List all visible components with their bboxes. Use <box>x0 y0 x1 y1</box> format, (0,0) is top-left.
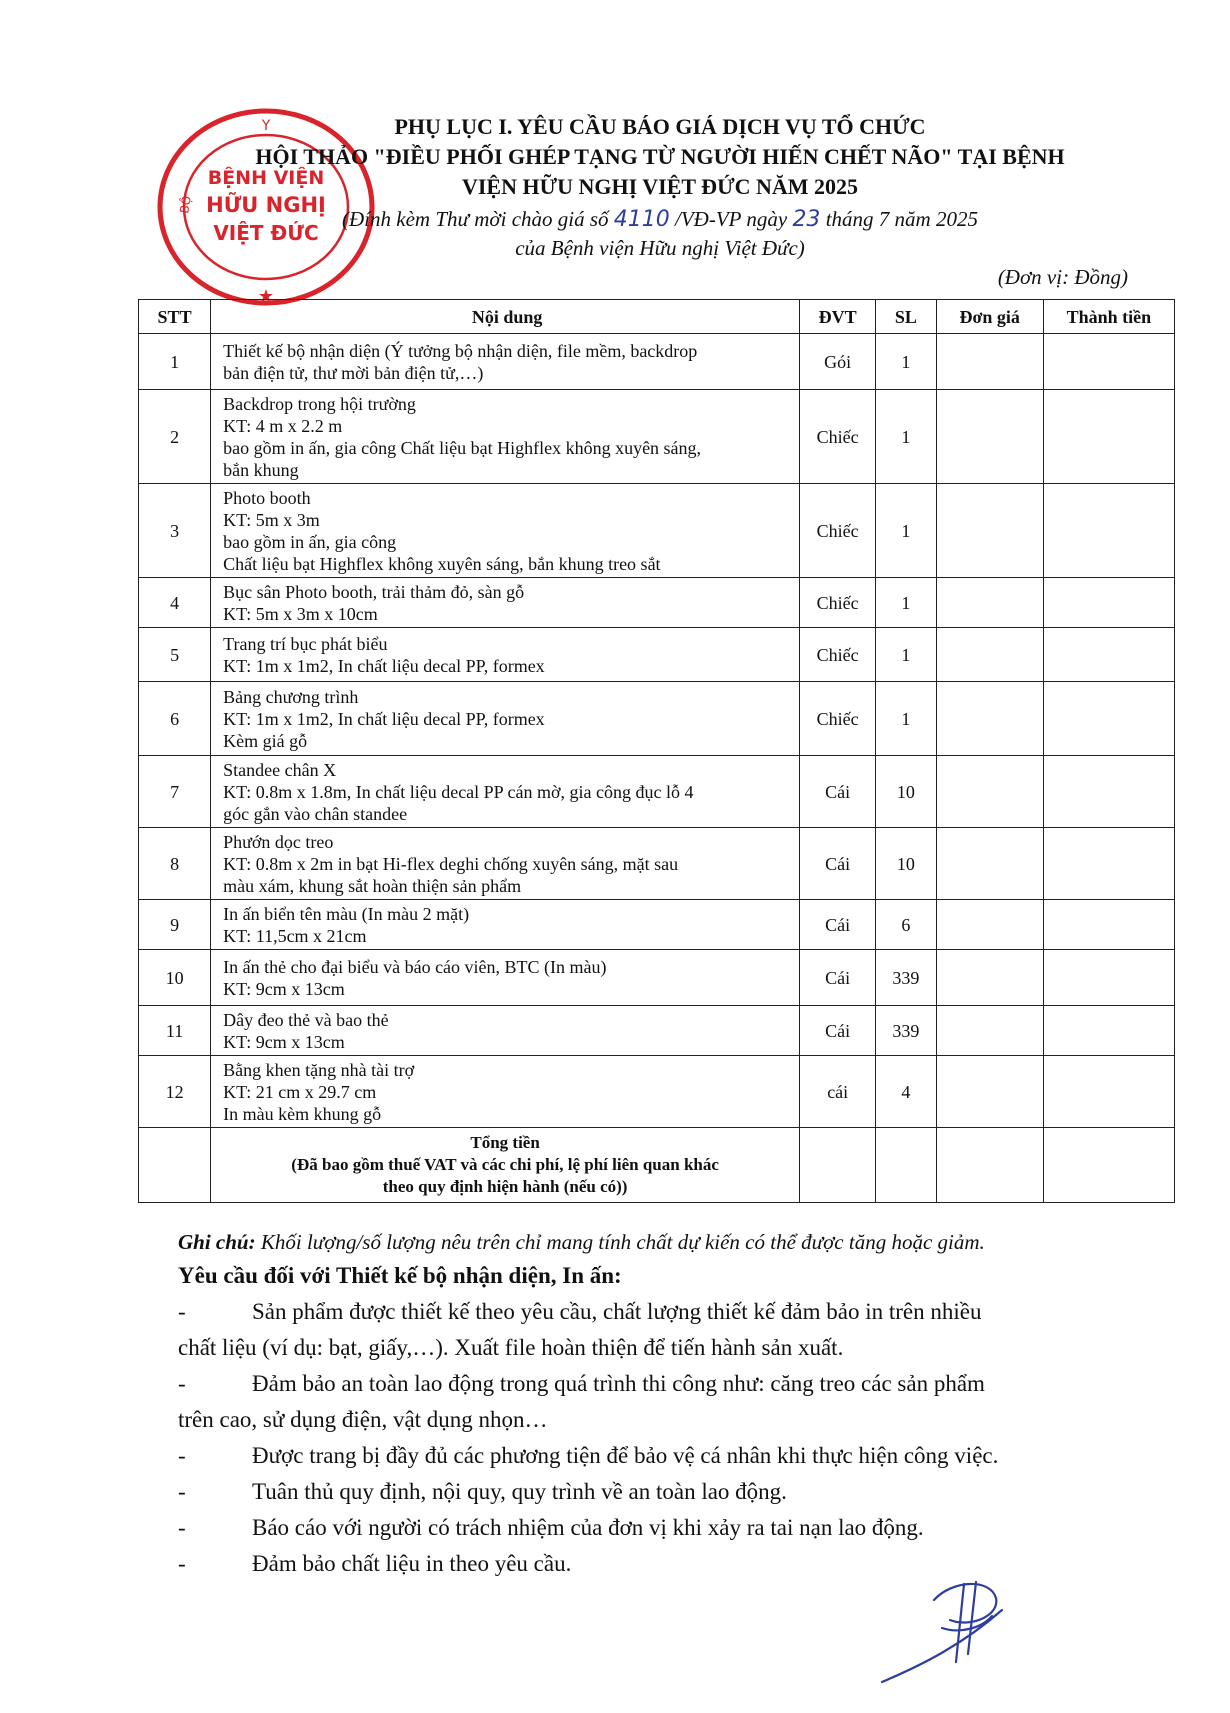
cell-unit: Cái <box>800 900 876 950</box>
table-row <box>139 1056 1175 1128</box>
content-line: Phướn dọc treo <box>223 832 334 852</box>
content-line: KT: 1m x 1m2, In chất liệu decal PP, formex <box>223 709 545 729</box>
cell-unit: Chiếc <box>800 628 876 682</box>
cell-unit: Chiếc <box>800 390 876 484</box>
content-line: In ấn biển tên màu (In màu 2 mặt) <box>223 904 470 924</box>
cell-stt: 8 <box>139 828 211 900</box>
stamp-line-2: HỮU NGHỊ <box>206 193 326 217</box>
subtitle-line-2: của Bệnh viện Hữu nghị Việt Đức) <box>515 236 805 260</box>
cell-unit-price <box>936 950 1043 1006</box>
cell-amount <box>1043 334 1174 390</box>
cell-stt: 5 <box>139 628 211 682</box>
content-line: Bảng chương trình <box>223 687 359 707</box>
content-line: Backdrop trong hội trường <box>223 394 416 414</box>
cell-quantity: 6 <box>876 900 936 950</box>
cell-stt: 7 <box>139 756 211 828</box>
cell-stt: 6 <box>139 682 211 756</box>
content-line: KT: 5m x 3m x 10cm <box>223 604 378 624</box>
cell-quantity: 1 <box>876 578 936 628</box>
col-header-content: Nội dung <box>211 300 800 334</box>
total-label-line: theo quy định hiện hành (nếu có)) <box>382 1177 628 1196</box>
content-line: bản điện tử, thư mời bản điện tử,…) <box>223 363 484 383</box>
cell-quantity: 1 <box>876 484 936 578</box>
cell-unit: Cái <box>800 828 876 900</box>
cell-content <box>211 1056 800 1128</box>
requirements-heading: Yêu cầu đối với Thiết kế bộ nhận diện, In ấn: <box>178 1263 622 1288</box>
cell-amount <box>1043 682 1174 756</box>
cell-amount <box>1043 628 1174 682</box>
requirement-item-1: - Sản phẩm được thiết kế theo yêu cầu, chất lượng thiết kế đảm bảo in trên nhiều chất liệu (ví dụ: bạt, giấy,…). Xuất file hoàn thiện để tiến hành sản xuất. <box>178 1299 982 1360</box>
doc-number-handwritten: 4110 <box>613 207 670 232</box>
cell-unit-price <box>936 756 1043 828</box>
cell-stt: 11 <box>139 1006 211 1056</box>
handwritten-signature <box>872 1570 1032 1690</box>
requirement-item-3: - Được trang bị đầy đủ các phương tiện để bảo vệ cá nhân khi thực hiện công việc. <box>178 1443 999 1468</box>
content-line: màu xám, khung sắt hoàn thiện sản phẩm <box>223 876 522 896</box>
content-line: In màu kèm khung gỗ <box>223 1104 382 1124</box>
table-header-row <box>139 300 1175 334</box>
cell-unit-price <box>936 484 1043 578</box>
requirement-item-2: - Đảm bảo an toàn lao động trong quá trình thi công như: căng treo các sản phẩm trên cao, sử dụng điện, vật dụng nhọn… <box>178 1371 985 1432</box>
cell-quantity: 4 <box>876 1056 936 1128</box>
content-line: Standee chân X <box>223 760 337 780</box>
cell-amount <box>1043 756 1174 828</box>
title-line-1: PHỤ LỤC I. YÊU CẦU BÁO GIÁ DỊCH VỤ TỔ CHỨC <box>394 114 926 139</box>
table-row <box>139 900 1175 950</box>
cell-unit-price <box>936 828 1043 900</box>
table-row <box>139 1006 1175 1056</box>
col-header-unit-price: Đơn giá <box>936 300 1043 334</box>
requirement-item-4: - Tuân thủ quy định, nội quy, quy trình về an toàn lao động. <box>178 1479 787 1504</box>
svg-text:★: ★ <box>257 286 275 307</box>
cell-content <box>211 950 800 1006</box>
cell-amount <box>1043 828 1174 900</box>
content-line: In ấn thẻ cho đại biểu và báo cáo viên, BTC (In màu) <box>223 957 607 977</box>
cell-stt: 4 <box>139 578 211 628</box>
cell-content <box>211 578 800 628</box>
total-row <box>139 1128 1175 1203</box>
content-line: Trang trí bục phát biểu <box>223 634 388 654</box>
cell-content <box>211 334 800 390</box>
cell-quantity: 10 <box>876 756 936 828</box>
total-label-line: Tổng tiền <box>470 1133 540 1152</box>
cell-content <box>211 828 800 900</box>
cell-amount <box>1043 390 1174 484</box>
cell-amount <box>1043 1056 1174 1128</box>
cell-stt: 12 <box>139 1056 211 1128</box>
cell-unit-price <box>936 682 1043 756</box>
table-row <box>139 756 1175 828</box>
content-line: KT: 5m x 3m <box>223 510 320 530</box>
stamp-line-1: BỆNH VIỆN <box>207 167 325 189</box>
col-header-quantity: SL <box>876 300 936 334</box>
cell-stt: 2 <box>139 390 211 484</box>
empty-cell <box>936 1128 1043 1203</box>
table-body <box>139 334 1175 1203</box>
cell-quantity: 339 <box>876 950 936 1006</box>
cell-content <box>211 390 800 484</box>
cell-stt: 10 <box>139 950 211 1006</box>
empty-cell <box>876 1128 936 1203</box>
cell-unit-price <box>936 578 1043 628</box>
quote-table <box>138 299 1175 1203</box>
content-line: Dây đeo thẻ và bao thẻ <box>223 1010 389 1030</box>
table-row <box>139 828 1175 900</box>
table-row <box>139 484 1175 578</box>
subtitle-suffix: tháng 7 năm 2025 <box>825 207 978 231</box>
cell-stt: 1 <box>139 334 211 390</box>
content-line: góc gắn vào chân standee <box>223 804 408 824</box>
table-row <box>139 578 1175 628</box>
table-row <box>139 390 1175 484</box>
content-line: bao gồm in ấn, gia công Chất liệu bạt Highflex không xuyên sáng, <box>223 438 702 458</box>
cell-unit-price <box>936 390 1043 484</box>
cell-quantity: 1 <box>876 390 936 484</box>
cell-unit-price <box>936 900 1043 950</box>
content-line: Bằng khen tặng nhà tài trợ <box>223 1060 415 1080</box>
content-line: KT: 0.8m x 1.8m, In chất liệu decal PP cán mờ, gia công đục lỗ 4 <box>223 782 694 802</box>
empty-cell <box>139 1128 211 1203</box>
content-line: KT: 21 cm x 29.7 cm <box>223 1082 377 1102</box>
total-label-line: (Đã bao gồm thuế VAT và các chi phí, lệ phí liên quan khác <box>291 1155 719 1174</box>
content-line: KT: 0.8m x 2m in bạt Hi-flex deghi chống xuyên sáng, mặt sau <box>223 854 679 874</box>
cell-unit: Cái <box>800 950 876 1006</box>
cell-stt: 3 <box>139 484 211 578</box>
content-line: Chất liệu bạt Highflex không xuyên sáng, bắn khung treo sắt <box>223 554 661 574</box>
svg-text:BỘ: BỘ <box>177 194 195 215</box>
col-header-amount: Thành tiền <box>1043 300 1174 334</box>
cell-stt: 9 <box>139 900 211 950</box>
note-text: Khối lượng/số lượng nêu trên chỉ mang tính chất dự kiến có thể được tăng hoặc giảm. <box>260 1230 985 1254</box>
content-line: KT: 11,5cm x 21cm <box>223 926 367 946</box>
subtitle-prefix: (Đính kèm Thư mời chào giá số <box>342 207 609 231</box>
currency-unit: (Đơn vị: Đồng) <box>997 265 1128 289</box>
cell-unit-price <box>936 628 1043 682</box>
content-line: KT: 9cm x 13cm <box>223 1032 345 1052</box>
cell-unit-price <box>936 334 1043 390</box>
cell-unit: cái <box>800 1056 876 1128</box>
cell-amount <box>1043 950 1174 1006</box>
cell-content <box>211 756 800 828</box>
cell-amount <box>1043 900 1174 950</box>
cell-unit: Cái <box>800 1006 876 1056</box>
cell-quantity: 10 <box>876 828 936 900</box>
empty-cell <box>800 1128 876 1203</box>
table-row <box>139 682 1175 756</box>
cell-amount <box>1043 484 1174 578</box>
empty-cell <box>1043 1128 1174 1203</box>
requirement-item-6: - Đảm bảo chất liệu in theo yêu cầu. <box>178 1551 572 1576</box>
svg-text:Y: Y <box>261 118 271 134</box>
cell-unit-price <box>936 1056 1043 1128</box>
subtitle-line-1 <box>170 205 1150 234</box>
content-line: Bục sân Photo booth, trải thảm đỏ, sàn gỗ <box>223 582 525 602</box>
cell-amount <box>1043 1006 1174 1056</box>
cell-unit: Chiếc <box>800 578 876 628</box>
cell-unit: Chiếc <box>800 682 876 756</box>
content-line: Kèm giá gỗ <box>223 731 308 751</box>
table-row <box>139 334 1175 390</box>
cell-content <box>211 628 800 682</box>
content-line: Photo booth <box>223 488 311 508</box>
cell-quantity: 339 <box>876 1006 936 1056</box>
cell-amount <box>1043 578 1174 628</box>
cell-unit: Gói <box>800 334 876 390</box>
cell-quantity: 1 <box>876 682 936 756</box>
title-line-2: HỘI THẢO "ĐIỀU PHỐI GHÉP TẠNG TỪ NGƯỜI HIẾN CHẾT NÃO" TẠI BỆNH <box>255 144 1065 169</box>
cell-quantity: 1 <box>876 628 936 682</box>
content-line: bao gồm in ấn, gia công <box>223 532 397 552</box>
content-line: KT: 4 m x 2.2 m <box>223 416 343 436</box>
table-row <box>139 628 1175 682</box>
table-row <box>139 950 1175 1006</box>
cell-content <box>211 682 800 756</box>
col-header-stt: STT <box>139 300 211 334</box>
day-handwritten: 23 <box>792 207 821 232</box>
cell-quantity: 1 <box>876 334 936 390</box>
title-line-3: VIỆN HỮU NGHỊ VIỆT ĐỨC NĂM 2025 <box>461 174 859 199</box>
cell-unit-price <box>936 1006 1043 1056</box>
content-line: bắn khung <box>223 460 299 480</box>
cell-content <box>211 900 800 950</box>
note <box>178 1230 985 1255</box>
requirement-item-5: - Báo cáo với người có trách nhiệm của đơn vị khi xảy ra tai nạn lao động. <box>178 1515 924 1540</box>
subtitle-mid: /VĐ-VP ngày <box>675 207 788 231</box>
cell-content <box>211 1006 800 1056</box>
cell-content <box>211 484 800 578</box>
col-header-unit: ĐVT <box>800 300 876 334</box>
stamp-line-3: VIỆT ĐỨC <box>213 221 319 245</box>
total-label <box>211 1128 800 1203</box>
note-label: Ghi chú: <box>178 1230 256 1254</box>
cell-unit: Cái <box>800 756 876 828</box>
content-line: KT: 1m x 1m2, In chất liệu decal PP, formex <box>223 656 545 676</box>
cell-unit: Chiếc <box>800 484 876 578</box>
content-line: KT: 9cm x 13cm <box>223 979 345 999</box>
content-line: Thiết kế bộ nhận diện (Ý tưởng bộ nhận diện, file mềm, backdrop <box>223 341 698 361</box>
